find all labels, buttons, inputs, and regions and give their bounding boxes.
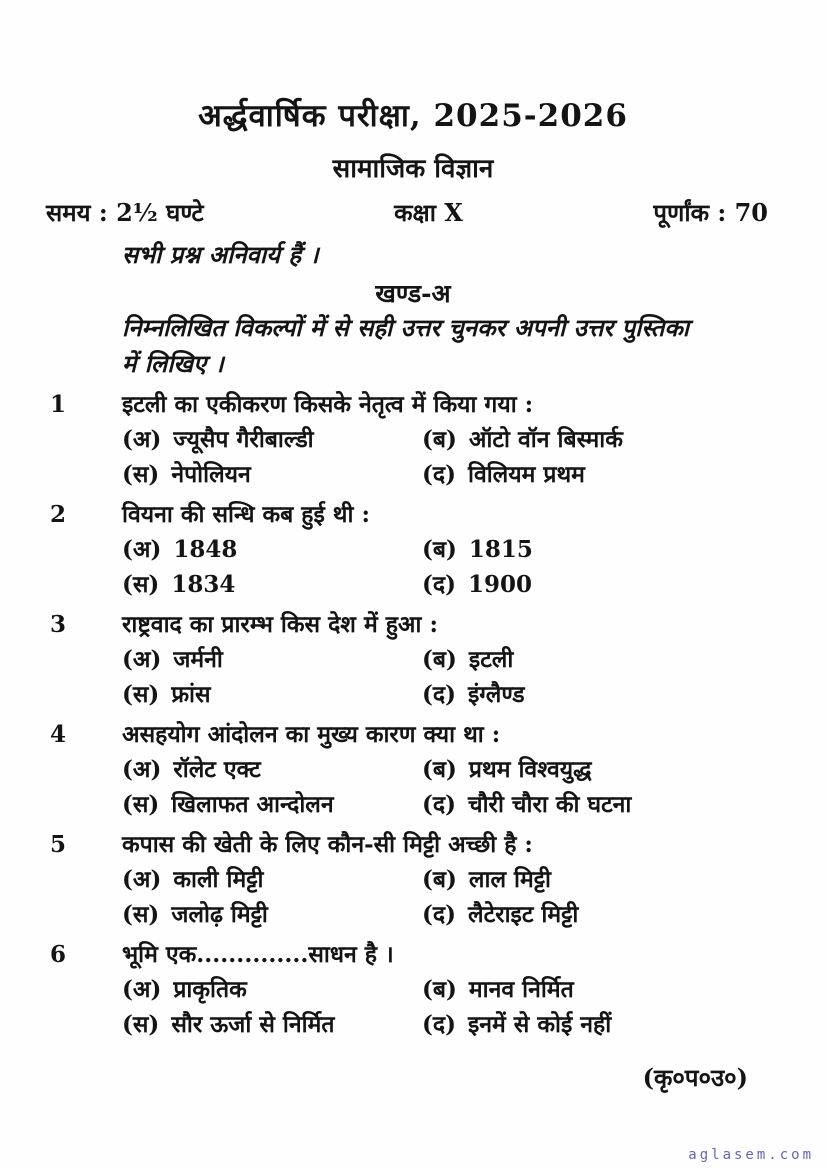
question-5: [0, 827, 826, 932]
option-text: मानव निर्मित: [468, 976, 574, 1003]
option-text: ऑटो वॉन बिस्मार्क: [468, 426, 623, 453]
option-s: [122, 787, 422, 822]
option-label: (अ): [122, 536, 162, 563]
option-d: [422, 677, 525, 712]
question-1-options-row-2: [122, 457, 826, 492]
question-1: [0, 387, 826, 492]
question-5-options-row-2: [122, 897, 826, 932]
option-text: प्राकृतिक: [173, 976, 247, 1003]
option-s: [122, 567, 422, 602]
option-a: [122, 752, 422, 787]
option-a: [122, 422, 422, 457]
option-label: (अ): [122, 646, 162, 673]
option-label: (अ): [122, 756, 162, 783]
question-5-options-row-1: [122, 862, 826, 897]
question-number: 6: [50, 941, 67, 968]
option-text: प्रथम विश्वयुद्ध: [468, 756, 592, 783]
question-number: 3: [50, 611, 67, 638]
option-text: खिलाफत आन्दोलन: [171, 791, 334, 818]
option-label: (अ): [122, 866, 162, 893]
exam-meta-row: [0, 196, 826, 230]
option-text: 1815: [468, 536, 533, 563]
option-text: लैटेराइट मिट्टी: [467, 901, 579, 928]
option-label: (द): [422, 791, 456, 818]
option-label: (ब): [422, 866, 457, 893]
option-text: फ्रांस: [171, 681, 211, 708]
option-text: विलियम प्रथम: [467, 461, 585, 488]
option-text: रॉलेट एक्ट: [173, 756, 261, 783]
question-4-line: [0, 717, 826, 752]
exam-time: समय : 2½ घण्टे: [46, 198, 204, 227]
option-d: [422, 1007, 611, 1042]
option-text: लाल मिट्टी: [468, 866, 551, 893]
option-text: नेपोलियन: [171, 461, 251, 488]
option-s: [122, 1007, 422, 1042]
question-6-options-row-1: [122, 972, 826, 1007]
section-heading: खण्ड-अ: [375, 279, 451, 308]
question-text: असहयोग आंदोलन का मुख्य कारण क्या था :: [122, 721, 501, 748]
question-2-options-row-1: [122, 532, 826, 567]
question-1-options-row-1: [122, 422, 826, 457]
question-text: कपास की खेती के लिए कौन-सी मिट्टी अच्छी है :: [122, 831, 533, 858]
option-b: [422, 972, 574, 1007]
question-4-options-row-2: [122, 787, 826, 822]
option-label: (द): [422, 901, 456, 928]
section-instruction-line1: निम्नलिखित विकल्पों में से सही उत्तर चुनकर अपनी उत्तर पुस्तिका: [122, 313, 689, 342]
option-s: [122, 457, 422, 492]
option-text: 1848: [173, 536, 238, 563]
option-label: (अ): [122, 426, 162, 453]
option-a: [122, 532, 422, 567]
option-text: चौरी चौरा की घटना: [467, 791, 632, 818]
option-label: (द): [422, 681, 456, 708]
question-text: भूमि एक..............साधन है ।: [122, 941, 394, 968]
option-s: [122, 897, 422, 932]
option-label: (द): [422, 461, 456, 488]
option-label: (स): [122, 901, 160, 928]
option-text: सौर ऊर्जा से निर्मित: [171, 1011, 335, 1038]
watermark: aglasem.com: [688, 1147, 814, 1163]
subject-title: सामाजिक विज्ञान: [332, 154, 494, 184]
option-s: [122, 677, 422, 712]
option-a: [122, 972, 422, 1007]
question-6-options-row-2: [122, 1007, 826, 1042]
turn-page-note: (कृ०प०उ०): [642, 1063, 748, 1092]
question-2-options-row-2: [122, 567, 826, 602]
option-label: (ब): [422, 646, 457, 673]
question-text: राष्ट्रवाद का प्रारम्भ किस देश में हुआ :: [122, 611, 438, 638]
question-6: [0, 937, 826, 1042]
option-text: काली मिट्टी: [173, 866, 264, 893]
question-1-line: [0, 387, 826, 422]
option-label: (ब): [422, 536, 457, 563]
option-b: [422, 752, 591, 787]
question-number: 1: [50, 391, 67, 418]
option-b: [422, 862, 551, 897]
option-text: इंग्लैण्ड: [467, 681, 525, 708]
option-label: (अ): [122, 976, 162, 1003]
question-6-line: [0, 937, 826, 972]
option-label: (स): [122, 571, 160, 598]
option-text: इटली: [468, 646, 514, 673]
option-label: (द): [422, 1011, 456, 1038]
option-b: [422, 422, 623, 457]
option-label: (स): [122, 461, 160, 488]
question-4-options-row-1: [122, 752, 826, 787]
option-a: [122, 862, 422, 897]
question-number: 4: [50, 721, 67, 748]
option-text: जर्मनी: [173, 646, 223, 673]
question-3: [0, 607, 826, 712]
question-5-line: [0, 827, 826, 862]
exam-class: कक्षा X: [394, 198, 463, 227]
question-text: इटली का एकीकरण किसके नेतृत्व में किया गया :: [122, 391, 534, 418]
option-text: इनमें से कोई नहीं: [467, 1011, 612, 1038]
mandatory-note: सभी प्रश्न अनिवार्य हैं ।: [122, 240, 319, 269]
option-text: ज्यूसैप गैरीबाल्डी: [173, 426, 314, 453]
option-d: [422, 457, 585, 492]
question-2-line: [0, 497, 826, 532]
question-3-line: [0, 607, 826, 642]
question-number: 5: [50, 831, 67, 858]
exam-marks: पूर्णांक : 70: [653, 198, 768, 227]
question-text: वियना की सन्धि कब हुई थी :: [122, 501, 370, 528]
option-d: [422, 567, 532, 602]
question-4: [0, 717, 826, 822]
question-3-options-row-2: [122, 677, 826, 712]
option-text: 1834: [171, 571, 236, 598]
option-text: जलोढ़ मिट्टी: [171, 901, 268, 928]
option-a: [122, 642, 422, 677]
section-instruction-line2: में लिखिए ।: [122, 349, 224, 378]
option-text: 1900: [467, 571, 532, 598]
question-3-options-row-1: [122, 642, 826, 677]
question-2: [0, 497, 826, 602]
option-label: (स): [122, 1011, 160, 1038]
option-d: [422, 787, 631, 822]
question-number: 2: [50, 501, 67, 528]
option-b: [422, 532, 533, 567]
option-label: (ब): [422, 976, 457, 1003]
option-label: (द): [422, 571, 456, 598]
option-label: (स): [122, 791, 160, 818]
option-label: (ब): [422, 756, 457, 783]
option-label: (स): [122, 681, 160, 708]
exam-title: अर्द्धवार्षिक परीक्षा, 2025-2026: [198, 98, 628, 134]
option-b: [422, 642, 513, 677]
option-d: [422, 897, 578, 932]
option-label: (ब): [422, 426, 457, 453]
